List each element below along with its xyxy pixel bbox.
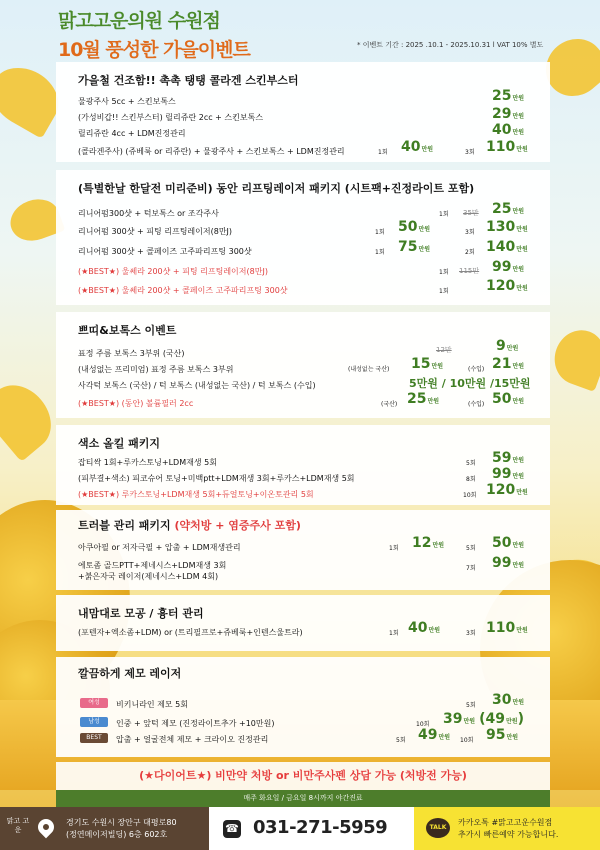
list-item: 릴리쥬란 4cc + LDM진정관리	[78, 129, 186, 138]
phone-icon: ☎	[223, 820, 241, 838]
list-item: (★BEST★) 울쎄라 200샷 + 콜페이즈 고주파리프팅 300샷	[78, 286, 288, 295]
address: 경기도 수원시 장안구 대평로80 (정연메이저빌딩) 6층 602호	[66, 818, 177, 839]
section-title: (특별한날 한달전 미리준비) 동안 리프팅레이저 패키지 (시트팩+진정라이트 포함)	[78, 182, 475, 195]
location-pin-icon	[35, 816, 58, 839]
section-hair-removal: 깔끔하게 제모 레이저 여성 비키니라인 제모 5회 5회 30만원 남성 인중 + 앞턱 제모 (진정라이트추가 +10만원) 10회 39만원 (49만원) BEST 압출 + 얼굴전체 제모 + 크라이오 진정관리 5회 49만원 10회 95만원	[56, 657, 550, 757]
section-skin-booster: 가을철 건조함!! 촉촉 탱탱 콜라겐 스킨부스터 물광주사 5cc + 스킨보톡스 25만원 (가성비갑!! 스킨부스터) 릴리쥬란 2cc + 스킨보톡스 29만원 릴리쥬란 4cc + LDM진정관리 40만원 (콜라겐주사) (쥬베룩 or 리쥬란) + 물광주사 + 스킨보톡스 + LDM진정관리 1회 40만원 3회 110만원	[56, 62, 550, 162]
list-item: (피부결+색소) 피코슈어 토닝+미백ptt+LDM재생 3회+루카스+LDM재생 5회	[78, 474, 355, 483]
section-lifting: (특별한날 한달전 미리준비) 동안 리프팅레이저 패키지 (시트팩+진정라이트 포함) 리니어펌300샷 + 턱보톡스 or 조각주사 1회 35만 25만원 리니어펌 300샷 + 피팅 리프팅레이저(8만J) 1회 50만원 3회 130만원 리니어펌 300샷 + 콜페이즈 고주파리프팅 300샷 1회 75만원 2회 140만원 (★BEST★) 울쎄라 200샷 + 피팅 리프팅레이저(8만J) 1회 115만 99만원 (★BEST★) 울쎄라 200샷 + 콜페이즈 고주파리프팅 300샷 1회 120만원	[56, 170, 550, 305]
tag-male: 남성	[80, 717, 108, 727]
clinic-logo: 맑고 고운	[6, 817, 30, 834]
event-period: * 이벤트 기간 : 2025 .10.1 - 2025.10.31 l VAT 10% 별도	[357, 41, 544, 49]
tag-best: BEST	[80, 733, 108, 743]
list-item: 리니어펌 300샷 + 피팅 리프팅레이저(8만J)	[78, 227, 233, 236]
section-title: 내맘대로 모공 / 흉터 관리	[78, 607, 204, 620]
list-item: 물광주사 5cc + 스킨보톡스	[78, 97, 176, 106]
list-item: (★BEST★) 루카스토닝+LDM재생 5회+듀얼토닝+이온토관리 5회	[78, 490, 314, 499]
clinic-name: 맑고고운의원 수원점	[58, 10, 220, 32]
list-item: 인중 + 앞턱 제모 (진정라이트추가 +10만원)	[116, 719, 275, 728]
section-pore-scar: 내맘대로 모공 / 흉터 관리 (포텐자+엑소좀+LDM) or (트리필프로+쥬베룩+인텐스울트라) 1회 40만원 3회 110만원	[56, 595, 550, 651]
phone-box[interactable]	[209, 807, 414, 850]
list-item: 리니어펌300샷 + 턱보톡스 or 조각주사	[78, 209, 219, 218]
list-item: (콜라겐주사) (쥬베룩 or 리쥬란) + 물광주사 + 스킨보톡스 + LDM진정관리	[78, 147, 345, 156]
list-item: 아쿠아필 or 저자극필 + 압출 + LDM재생관리	[78, 543, 241, 552]
section-title: 가을철 건조함!! 촉촉 탱탱 콜라겐 스킨부스터	[78, 74, 299, 87]
event-title: 10월 풍성한 가을이벤트	[58, 39, 250, 61]
section-title: 쁘띠&보톡스 이벤트	[78, 324, 177, 337]
section-trouble: 트러블 관리 패키지 (약처방 + 염증주사 포함) 아쿠아필 or 저자극필 + 압출 + LDM재생관리 1회 12만원 5회 50만원 에토좀 골드PTT+제네시스+LDM재생 3회 +붉은자국 레이저(제네시스+LDM 4회) 7회 99만원	[56, 510, 550, 590]
section-petit-botox: 쁘띠&보톡스 이벤트 표정 주름 보톡스 3부위 (국산) 12만 9만원 (내성없는 프리미엄) 표정 주름 보톡스 3부위 (내성없는 국산) 15만원 (수입) 21만원 사각턱 보톡스 (국산) / 턱 보톡스 (내성없는 국산) / 턱 보톡스 (수입) 5만원 / 10만원 /15만원 (★BEST★) (동안) 볼륨필러 2cc (국산) 25만원 (수입) 50만원	[56, 312, 550, 418]
list-item: 압출 + 얼굴전체 제모 + 크라이오 진정관리	[116, 735, 269, 744]
kakao-talk-icon: TALK	[426, 818, 450, 838]
clinic-hours: 매주 화요일 / 금요일 8시까지 야간진료	[56, 790, 550, 807]
diet-banner: (★다이어트★) 비만약 처방 or 비만주사펜 상담 가능 (처방전 가능)	[56, 762, 550, 790]
list-item: (가성비갑!! 스킨부스터) 릴리쥬란 2cc + 스킨보톡스	[78, 113, 264, 122]
list-item: (내성없는 프리미엄) 표정 주름 보톡스 3부위	[78, 365, 234, 374]
tag-female: 여성	[80, 698, 108, 708]
section-pigment: 색소 올킬 패키지 잡티싹 1회+루카스토닝+LDM재생 5회 5회 59만원 (피부결+색소) 피코슈어 토닝+미백ptt+LDM재생 3회+루카스+LDM재생 5회 8회 99만원 (★BEST★) 루카스토닝+LDM재생 5회+듀얼토닝+이온토관리 5회 10회 120만원	[56, 425, 550, 505]
section-title: 트러블 관리 패키지 (약처방 + 염증주사 포함)	[78, 519, 301, 532]
list-item: +붉은자국 레이저(제네시스+LDM 4회)	[78, 572, 219, 581]
section-title: 깔끔하게 제모 레이저	[78, 667, 182, 680]
list-item: 잡티싹 1회+루카스토닝+LDM재생 5회	[78, 458, 217, 467]
header	[58, 6, 250, 62]
kakao-text: 카카오톡 #맑고고운수원점 추가시 빠른예약 가능합니다.	[458, 818, 559, 839]
list-item: 표정 주름 보톡스 3부위 (국산)	[78, 349, 185, 358]
list-item: 사각턱 보톡스 (국산) / 턱 보톡스 (내성없는 국산) / 턱 보톡스 (수입)	[78, 381, 316, 390]
kakao-box[interactable]	[414, 807, 600, 850]
list-item: 에토좀 골드PTT+제네시스+LDM재생 3회	[78, 561, 227, 570]
list-item: 리니어펌 300샷 + 콜페이즈 고주파리프팅 300샷	[78, 247, 252, 256]
phone-number[interactable]: 031-271-5959	[253, 817, 388, 838]
list-item: 비키니라인 제모 5회	[116, 700, 188, 709]
section-title: 색소 올킬 패키지	[78, 437, 161, 450]
list-item: (★BEST★) (동안) 볼륨필러 2cc	[78, 399, 194, 408]
list-item: (포텐자+엑소좀+LDM) or (트리필프로+쥬베룩+인텐스울트라)	[78, 628, 303, 637]
list-item: (★BEST★) 울쎄라 200샷 + 피팅 리프팅레이저(8만J)	[78, 267, 268, 276]
